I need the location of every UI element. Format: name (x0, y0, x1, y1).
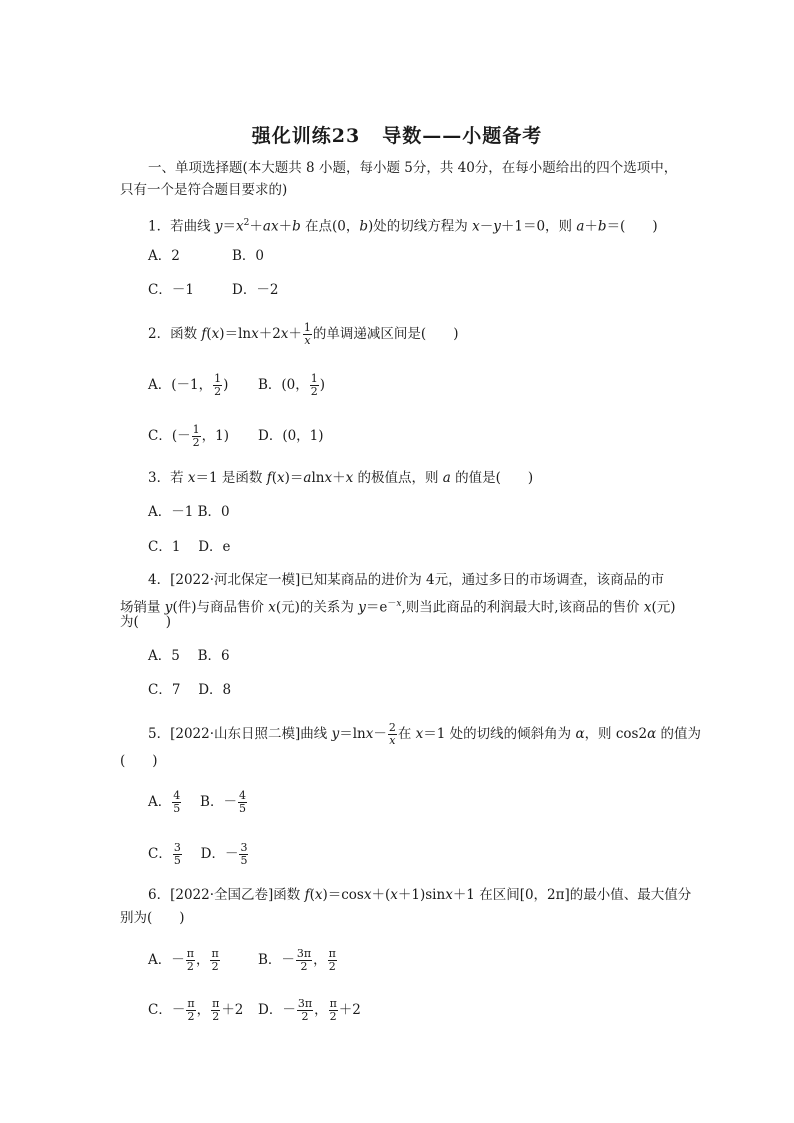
option-a: A．(－1， $\frac{1}{2}$ ) (148, 372, 229, 398)
option-b: B．(0， $\frac{1}{2}$ ) (258, 372, 326, 398)
option-c: C．－ $\frac{\pi}{2}$ ， $\frac{\pi}{2}$ ＋2 (148, 997, 244, 1023)
option-d: D．(0，1) (258, 428, 324, 444)
option-a: A． $\frac{4}{5}$ (148, 789, 181, 815)
option-d: D．－ $\frac{3}{5}$ (200, 841, 248, 867)
option-c: C． $\frac{3}{5}$ (148, 841, 181, 867)
option-a: A．－ $\frac{\pi}{2}$ ， $\frac{\pi}{2}$ (148, 947, 219, 973)
question-3-options-ab (148, 502, 230, 522)
question-6: 6．[2022·全国乙卷]函数 f(x)＝cosx＋(x＋1)sinx＋1 在区间[0，2π]的最小值、最大值分 (148, 887, 692, 903)
option-c: C．－1 (148, 282, 194, 298)
option-c: C．1 (148, 539, 181, 555)
question-3: 3．若 x＝1 是函数 f(x)＝alnx＋x 的极值点，则 a 的值是( ) (148, 470, 534, 486)
question-6-options-cd (148, 998, 361, 1023)
question-4-options-cd (148, 680, 231, 700)
option-b: B．－ $\frac{4}{5}$ (200, 789, 246, 815)
option-b: B．6 (197, 648, 230, 664)
option-b: B．0 (197, 504, 230, 520)
question-6-options-ab (148, 948, 338, 973)
option-a: A．－1 (148, 504, 194, 520)
question-4-cont: 场销量 y(件)与商品售价 x(元)的关系为 $y=e^{-x}$,则当此商品的利润最大时,该商品的售价 x(元) (120, 599, 676, 616)
section-heading: 一、单项选择题(本大题共 8 小题，每小题 5分，共 40分，在每小题给出的四个选项中， (148, 160, 678, 176)
question-4-cont2: 为( ) (120, 614, 172, 630)
page-title: 强化训练23 导数——小题备考 (251, 125, 543, 147)
question-3-options-cd (148, 537, 231, 557)
option-d: D．e (198, 539, 231, 555)
option-b: B．－ $\frac{3\pi}{2}$ ， $\frac{\pi}{2}$ (258, 947, 336, 973)
option-d: D．－ $\frac{3\pi}{2}$ ， $\frac{\pi}{2}$ ＋2 (258, 997, 361, 1023)
question-4-options-ab (148, 646, 230, 666)
question-1-options-ab (148, 246, 264, 266)
question-5: 5．[2022·山东日照二模]曲线 y＝lnx－ $\frac{2}{x}$ 在 x＝1 处的切线的倾斜角为 α，则 cos2α 的值为 (148, 721, 701, 747)
option-d: D．－2 (232, 282, 279, 298)
option-a: A．2 (148, 248, 180, 264)
section-heading-cont: 只有一个是符合题目要求的) (120, 182, 288, 198)
question-4: 4．[2022·河北保定一模]已知某商品的进价为 4元，通过多日的市场调查，该商品的市 (148, 572, 665, 588)
option-c: C．7 (148, 682, 181, 698)
option-c: C．(－ $\frac{1}{2}$ ，1) (148, 423, 229, 449)
question-1: 1．若曲线 $y=x^2+ax+b$ 在点(0，b)处的切线方程为 x－y＋1＝0，则 a＋b＝( ) (148, 218, 658, 235)
question-5-cont: ( ) (120, 753, 158, 769)
option-d: D．8 (198, 682, 232, 698)
question-2-options-cd (148, 424, 324, 449)
question-1-options-cd (148, 280, 278, 300)
question-2: 2．函数 f(x)＝lnx＋2x＋ $\frac{1}{x}$ 的单调递减区间是( ) (148, 321, 459, 347)
question-5-options-ab (148, 790, 248, 815)
question-2-options-ab (148, 373, 325, 398)
option-a: A．5 (148, 648, 180, 664)
question-5-options-cd (148, 842, 249, 867)
question-6-cont: 别为( ) (120, 910, 185, 926)
option-b: B．0 (232, 248, 265, 264)
